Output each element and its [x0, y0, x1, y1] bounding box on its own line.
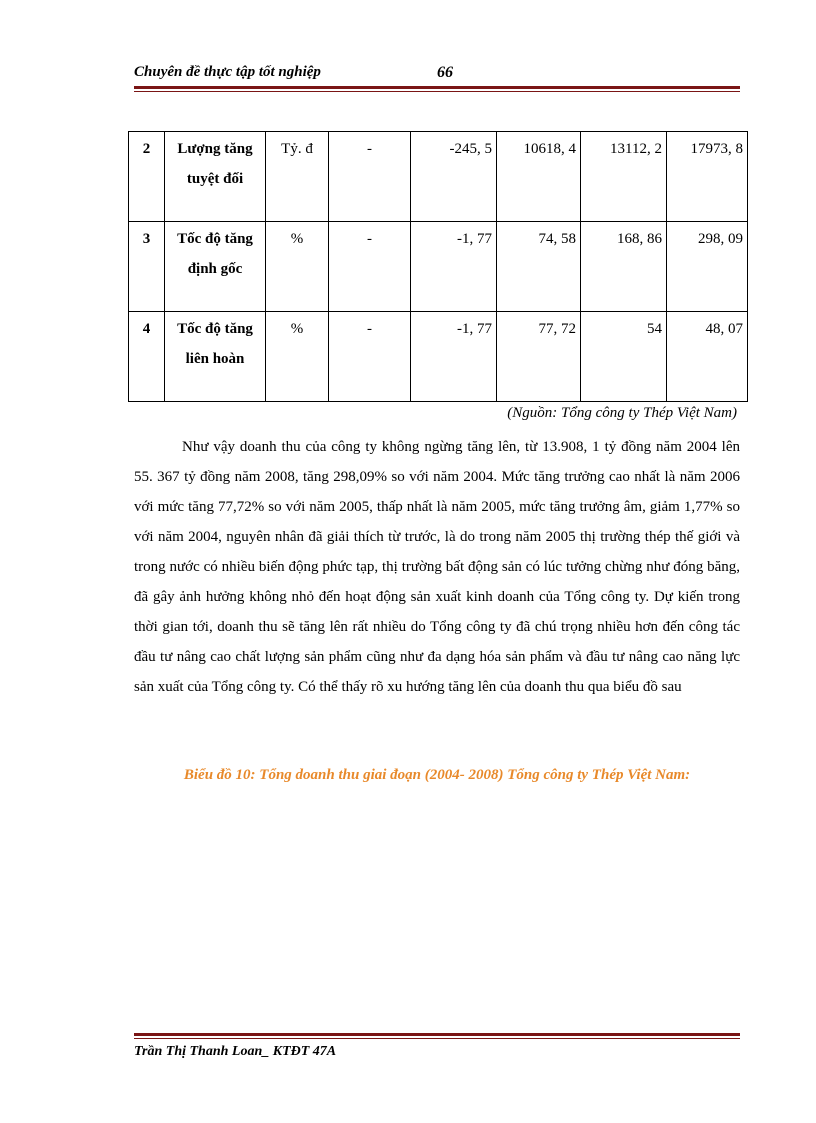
cell-2008: 298, 09 [667, 222, 748, 312]
row-number: 3 [129, 222, 165, 312]
page-footer: Trần Thị Thanh Loan_ KTĐT 47A [134, 1044, 337, 1059]
row-indicator: Tốc độ tăng liên hoàn [165, 312, 266, 402]
table-row [129, 222, 748, 312]
chart-caption: Biểu đồ 10: Tổng doanh thu giai đoạn (2004- 2008) Tổng công ty Thép Việt Nam: [183, 767, 691, 783]
header-rule-thin [134, 91, 740, 92]
cell-2008: 17973, 8 [667, 132, 748, 222]
row-unit: % [266, 222, 329, 312]
row-indicator: Tốc độ tăng định gốc [165, 222, 266, 312]
row-number: 4 [129, 312, 165, 402]
cell-2007: 54 [581, 312, 667, 402]
body-paragraph: Như vậy doanh thu của công ty không ngừng tăng lên, từ 13.908, 1 tỷ đồng năm 2004 lên 55. 367 tỷ đồng năm 2008, tăng 298,09% so với năm 2004. Mức tăng trưởng cao nhất là năm 2006 với mức tăng 77,72% so với năm 2005, thấp nhất là năm 2005, mức tăng trưởng âm, giảm 1,77% so với năm 2004, nguyên nhân đã giải thích từ trước, là do trong năm 2005 thị trường thép thế giới và trong nước có nhiều biến động phức tạp, thị trường bất động sản có lúc tưởng chừng như đóng băng, đã gây ảnh hưởng không nhỏ đến hoạt động sản xuất kinh doanh của Tổng công ty. Dự kiến trong thời gian tới, doanh thu sẽ tăng lên rất nhiều do Tổng công ty đã chú trọng nhiều hơn đến công tác đầu tư nâng cao chất lượng sản phẩm cũng như đa dạng hóa sản phẩm và đầu tư nâng cao năng lực sản xuất của Tổng công ty. Có thể thấy rõ xu hướng tăng lên của doanh thu qua biểu đồ sau [134, 439, 740, 695]
header-rule [134, 86, 740, 89]
cell-2004: - [329, 222, 411, 312]
cell-2006: 77, 72 [497, 312, 581, 402]
table-source: (Nguồn: Tổng công ty Thép Việt Nam) [507, 405, 737, 421]
page-header [134, 62, 740, 86]
row-unit: % [266, 312, 329, 402]
header-title: Chuyên đề thực tập tốt nghiệp [134, 64, 321, 80]
cell-2008: 48, 07 [667, 312, 748, 402]
cell-2005: -1, 77 [411, 312, 497, 402]
growth-table [128, 131, 748, 402]
row-number: 2 [129, 132, 165, 222]
cell-2006: 74, 58 [497, 222, 581, 312]
footer-rule-thin [134, 1038, 740, 1039]
cell-2007: 13112, 2 [581, 132, 667, 222]
table-row [129, 312, 748, 402]
footer-rule [134, 1033, 740, 1036]
cell-2005: -1, 77 [411, 222, 497, 312]
cell-2007: 168, 86 [581, 222, 667, 312]
cell-2005: -245, 5 [411, 132, 497, 222]
page-number: 66 [437, 64, 453, 81]
table-row [129, 132, 748, 222]
cell-2006: 10618, 4 [497, 132, 581, 222]
row-indicator: Lượng tăng tuyệt đối [165, 132, 266, 222]
row-unit: Tỷ. đ [266, 132, 329, 222]
cell-2004: - [329, 132, 411, 222]
cell-2004: - [329, 312, 411, 402]
